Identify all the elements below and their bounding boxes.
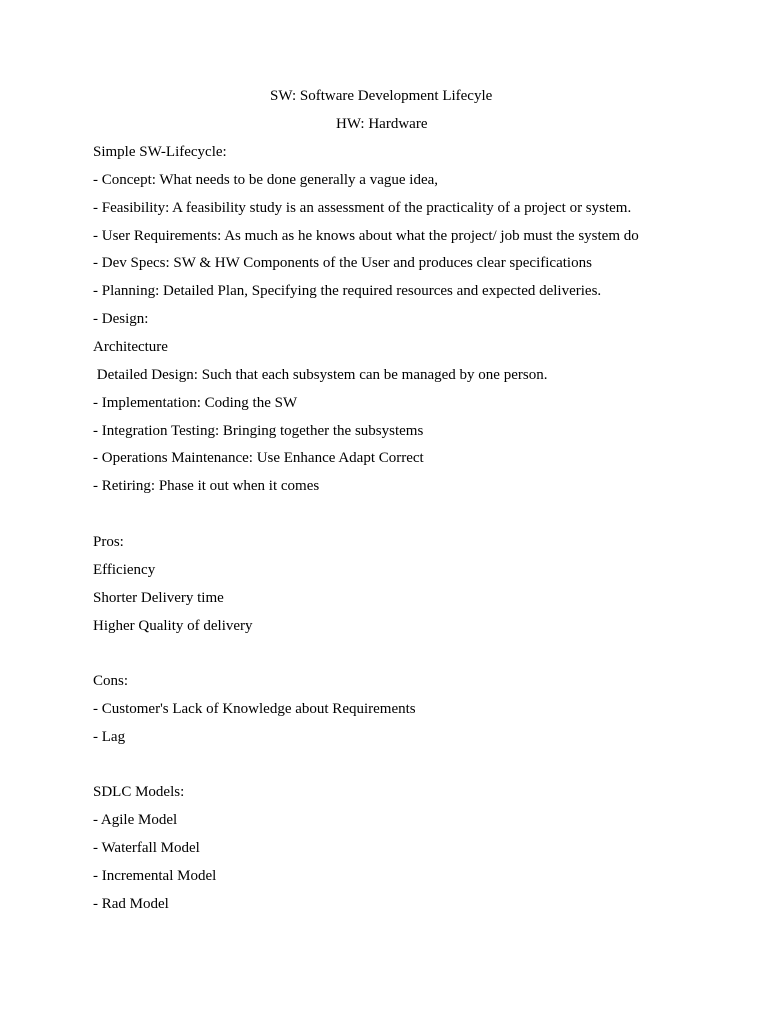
cons-item: - Customer's Lack of Knowledge about Requirements [93, 701, 416, 717]
lifecycle-item-implementation: - Implementation: Coding the SW [93, 395, 298, 411]
lifecycle-item-detailed-design: Detailed Design: Such that each subsystem can be managed by one person. [93, 367, 548, 383]
models-item: - Rad Model [93, 896, 169, 912]
lifecycle-item-dev-specs: - Dev Specs: SW & HW Components of the User and produces clear specifications [93, 255, 592, 271]
pros-item: Shorter Delivery time [93, 590, 224, 606]
lifecycle-item-operations-maintenance: - Operations Maintenance: Use Enhance Adapt Correct [93, 450, 424, 466]
lifecycle-item-planning: - Planning: Detailed Plan, Specifying the required resources and expected deliveries. [93, 283, 602, 299]
lifecycle-item-user-requirements: - User Requirements: As much as he knows about what the project/ job must the system do [93, 228, 639, 244]
cons-heading: Cons: [93, 673, 129, 689]
lifecycle-item-architecture: Architecture [93, 339, 168, 355]
lifecycle-item-retiring: - Retiring: Phase it out when it comes [93, 478, 320, 494]
lifecycle-item-design: - Design: [93, 311, 149, 327]
models-item: - Agile Model [93, 812, 178, 828]
models-item: - Incremental Model [93, 868, 217, 884]
document-title: SW: Software Development Lifecyle [270, 88, 493, 104]
models-heading: SDLC Models: [93, 784, 185, 800]
lifecycle-item-concept: - Concept: What needs to be done generally a vague idea, [93, 172, 439, 188]
cons-item: - Lag [93, 729, 126, 745]
lifecycle-item-integration-testing: - Integration Testing: Bringing together the subsystems [93, 423, 424, 439]
document-subtitle: HW: Hardware [336, 116, 428, 132]
pros-item: Efficiency [93, 562, 156, 578]
pros-heading: Pros: [93, 534, 124, 550]
models-item: - Waterfall Model [93, 840, 200, 856]
lifecycle-heading: Simple SW-Lifecycle: [93, 144, 227, 160]
pros-item: Higher Quality of delivery [93, 618, 253, 634]
lifecycle-item-feasibility: - Feasibility: A feasibility study is an assessment of the practicality of a project or system. [93, 200, 632, 216]
